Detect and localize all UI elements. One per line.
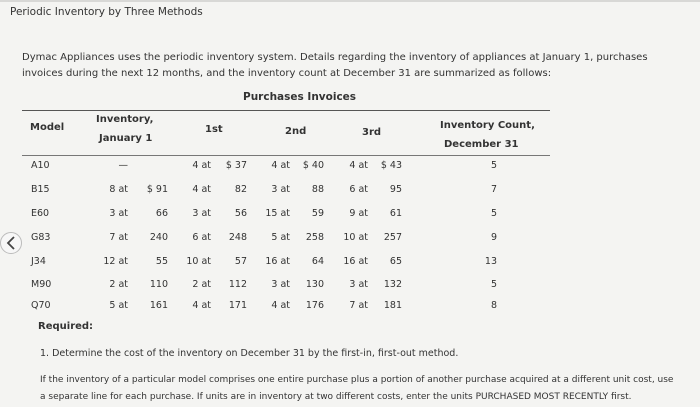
cell-p3-q: 4 at	[349, 160, 368, 171]
cell-p1-q: 3 at	[192, 208, 211, 219]
instruction-note: If the inventory of a particular model comprises one entire purchase plus a portion of another purchase acquired at a different unit cost, use a separate line for each purchase. If units are in inventory at two different costs, enter the units PURCHASED MOST RECENTLY first.	[40, 375, 674, 402]
cell-p3-q: 9 at	[349, 208, 368, 219]
cell-inv-q: 8 at	[109, 184, 128, 195]
cell-count: 9	[490, 232, 497, 243]
cell-p1-p: 171	[228, 300, 247, 311]
cell-p3-p: 257	[383, 232, 402, 243]
cell-inv-p: $ 91	[146, 184, 168, 195]
cell-p1-q: 4 at	[192, 300, 211, 311]
cell-p1-p: 56	[234, 208, 247, 219]
cell-inv-q: 12 at	[103, 256, 128, 267]
cell-count: 5	[490, 160, 497, 171]
cell-p2-p: 64	[311, 256, 324, 267]
cell-inv-p: 66	[155, 208, 168, 219]
col-1st-header: 1st	[205, 124, 223, 135]
cell-p2-q: 4 at	[271, 160, 290, 171]
cell-inv-q: 7 at	[109, 232, 128, 243]
cell-p1-p: 248	[228, 232, 247, 243]
cell-p1-q: 10 at	[186, 256, 211, 267]
col-2nd-header: 2nd	[285, 126, 307, 137]
question-1: 1. Determine the cost of the inventory on December 31 by the first-in, first-out method.	[40, 348, 459, 359]
page-top-edge	[0, 0, 700, 2]
cell-model: G83	[31, 232, 51, 243]
required-label: Required:	[38, 321, 94, 332]
cell-p1-p: 82	[234, 184, 247, 195]
cell-p3-q: 16 at	[343, 256, 368, 267]
cell-p1-q: 4 at	[192, 160, 211, 171]
col-inventory-header-line2: January 1	[99, 133, 153, 144]
cell-p2-q: 3 at	[271, 279, 290, 290]
cell-inv-p: 161	[149, 300, 168, 311]
cell-p3-p: 181	[383, 300, 402, 311]
col-count-header-line2: December 31	[444, 139, 519, 150]
cell-p2-p: 176	[305, 300, 324, 311]
cell-p2-p: 88	[311, 184, 324, 195]
cell-model: A10	[31, 160, 50, 171]
cell-inv-q: 3 at	[109, 208, 128, 219]
col-inventory-header-line1: Inventory,	[96, 114, 154, 125]
cell-inv-p: 240	[149, 232, 168, 243]
cell-p1-p: 57	[234, 256, 247, 267]
cell-model: B15	[31, 184, 50, 195]
cell-count: 13	[484, 256, 497, 267]
previous-nav-button[interactable]	[0, 232, 22, 254]
cell-p2-p: $ 40	[302, 160, 324, 171]
cell-inv-q: —	[118, 160, 128, 171]
cell-inv-p: 110	[149, 279, 168, 290]
col-model-header: Model	[30, 122, 65, 133]
intro-paragraph: Dymac Appliances uses the periodic inventory system. Details regarding the inventory of appliances at January 1, purchases invoices during the next 12 months, and the inventory count at December 31 are summarized as follows:	[22, 52, 648, 79]
cell-p3-q: 10 at	[343, 232, 368, 243]
cell-p3-q: 7 at	[349, 300, 368, 311]
cell-p1-q: 6 at	[192, 232, 211, 243]
cell-model: Q70	[31, 300, 51, 311]
cell-p2-q: 3 at	[271, 184, 290, 195]
cell-p1-p: $ 37	[225, 160, 247, 171]
cell-p1-p: 112	[228, 279, 247, 290]
cell-inv-p: 55	[155, 256, 168, 267]
cell-p2-q: 5 at	[271, 232, 290, 243]
cell-p3-p: $ 43	[380, 160, 402, 171]
col-3rd-header: 3rd	[362, 127, 382, 138]
header-top-rule	[22, 110, 550, 111]
cell-p3-p: 95	[389, 184, 402, 195]
cell-p2-p: 258	[305, 232, 324, 243]
cell-model: J34	[31, 256, 46, 267]
header-bottom-rule	[22, 155, 550, 156]
cell-p3-p: 61	[389, 208, 402, 219]
cell-inv-q: 5 at	[109, 300, 128, 311]
cell-model: M90	[31, 279, 52, 290]
cell-p2-q: 4 at	[271, 300, 290, 311]
cell-p2-p: 130	[305, 279, 324, 290]
cell-p2-p: 59	[311, 208, 324, 219]
cell-p2-q: 15 at	[265, 208, 290, 219]
cell-inv-q: 2 at	[109, 279, 128, 290]
chevron-left-icon	[5, 236, 17, 250]
cell-p3-p: 65	[389, 256, 402, 267]
cell-p1-q: 2 at	[192, 279, 211, 290]
cell-count: 5	[490, 208, 497, 219]
cell-p3-p: 132	[383, 279, 402, 290]
cell-p2-q: 16 at	[265, 256, 290, 267]
col-count-header-line1: Inventory Count,	[440, 120, 535, 131]
cell-p3-q: 3 at	[349, 279, 368, 290]
cell-model: E60	[31, 208, 50, 219]
purchases-invoices-header: Purchases Invoices	[243, 91, 357, 103]
cell-count: 5	[490, 279, 497, 290]
cell-count: 8	[490, 300, 497, 311]
cell-p3-q: 6 at	[349, 184, 368, 195]
page-heading: Periodic Inventory by Three Methods	[10, 6, 203, 18]
cell-count: 7	[490, 184, 497, 195]
cell-p1-q: 4 at	[192, 184, 211, 195]
